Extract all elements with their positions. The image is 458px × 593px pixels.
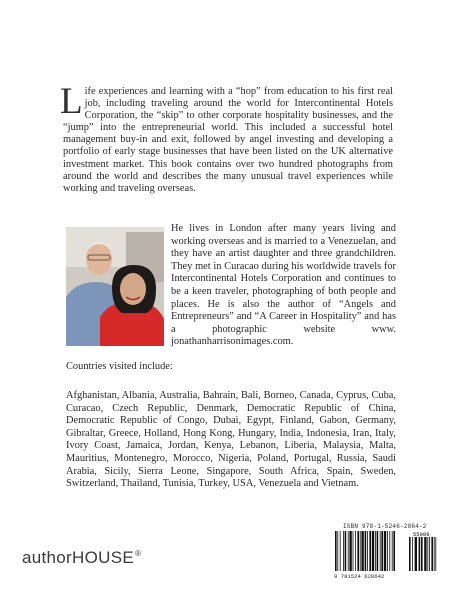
- isbn-barcode: [333, 523, 438, 583]
- registered-mark: ®: [134, 549, 142, 559]
- author-photo: [66, 227, 164, 346]
- drop-cap: L: [60, 81, 83, 122]
- countries-heading: Countries visited include:: [66, 361, 173, 372]
- logo-upper: HOUSE: [72, 548, 134, 567]
- barcode-digits: 9 781524 628642: [334, 573, 385, 580]
- svg-text:55099: 55099: [413, 531, 430, 538]
- intro-paragraph: [60, 81, 393, 195]
- author-bio: He lives in London after many years living and working overseas and is married to a Venezuelan, and they have an artist daughter and three grandchildren. They met in Curacao during his worldwide travels for Intercontinental Hotels Corporation and continues to be a keen traveler, photographing of both people and places. He is also the author of “Angels and Entrepreneurs” and “A Career in Hospitality” and has a photographic website www. jonathanharrisonimages.com.: [171, 223, 396, 348]
- authorhouse-logo: [22, 548, 141, 568]
- intro-text: ife experiences and learning with a “hop” from education to his first real job, including traveling around the world for Intercontinental Hotels Corporation, the “skip” to other corporate hospitality businesses, and the “jump” into the entrepreneurial world. This included a successful hotel management buy-in and exit, followed by angel investing and developing a portfolio of early stage businesses that have been listed on the UK alternative investment market. This book contains over two hundred photographs from around the world and describes the many unusual travel experiences while working and traveling overseas.: [63, 86, 393, 194]
- author-photo-illustration: [66, 227, 164, 346]
- countries-list: Afghanistan, Albania, Australia, Bahrain, Bali, Borneo, Canada, Cyprus, Cuba, Curacao, Czech Republic, Denmark, Democratic Republic of China, Democratic Republic of Congo, Dubai, Egypt, Finland, Gabon, Germany, Gibraltar, Greece, Holland, Hong Kong, Hungary, India, Indonesia, Iran, Italy, Ivory Coast, Jamaica, Jordan, Kenya, Lebanon, Liberia, Malaysia, Malta, Mauritius, Montenegro, Morocco, Nigeria, Poland, Portugal, Russia, Saudi Arabia, Sicily, Sierra Leone, Singapore, South Africa, Spain, Sweden, Switzerland, Thailand, Tunisia, Turkey, USA, Venezuela and Vietnam.: [66, 390, 396, 490]
- barcode-bars: [333, 531, 438, 575]
- isbn-label: ISBN 978-1-5246-2864-2: [343, 523, 427, 530]
- logo-lower: author: [22, 548, 73, 567]
